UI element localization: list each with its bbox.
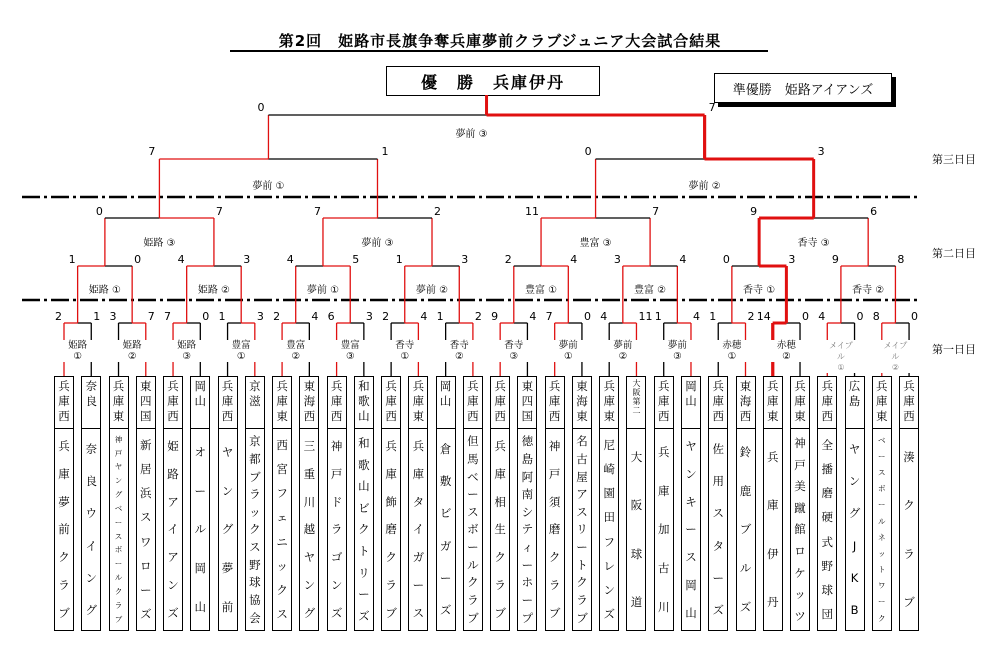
team-name: 鈴 鹿 ブ ル ズ — [739, 444, 752, 615]
round1-match-number: ② — [782, 351, 791, 362]
round1-match-number: ③ — [345, 351, 355, 362]
team-prefecture: 京 滋 — [246, 377, 264, 429]
team-name: 神 戸 須 磨 ク ラ ブ — [548, 439, 561, 620]
quarter-right-score: 7 — [215, 205, 223, 218]
round1-left-score: 1 — [436, 310, 444, 323]
round2-right-score: 3 — [461, 253, 469, 266]
team-name: 倉 敷 ビ ガ ー ズ — [439, 441, 452, 618]
team-name: オ ー ル 岡 山 — [194, 444, 207, 615]
round1-venue: 夢前 — [558, 340, 578, 351]
round1-match-number: ② — [455, 351, 464, 362]
semi-match-label: 夢前 ① — [252, 181, 285, 192]
team-name: 兵 庫 飾 磨 ク ラ ブ — [385, 439, 397, 620]
team-column — [81, 376, 101, 631]
round1-venue: 香寺 — [449, 340, 469, 351]
round1-right-score: 4 — [692, 310, 700, 323]
round1-right-score: 4 — [420, 310, 428, 323]
team-prefecture: 兵 庫 西 — [900, 377, 918, 429]
quarter-match-label: 夢前 ③ — [361, 238, 394, 249]
team-column — [736, 376, 756, 631]
final-right-score: 7 — [708, 101, 716, 114]
round1-match-label — [717, 340, 747, 362]
round1-venue: 夢前 — [613, 340, 633, 351]
round2-left-score: 2 — [504, 253, 512, 266]
team-column — [599, 376, 619, 631]
team-column — [572, 376, 592, 631]
team-name: 全 播 磨 硬 式 野 球 団 — [821, 437, 834, 622]
team-prefecture: 東 海 東 — [573, 377, 591, 429]
round1-match-label — [117, 340, 147, 362]
round1-venue: 姫路 — [122, 340, 142, 351]
team-column — [517, 376, 537, 631]
round1-right-score: 1 — [93, 310, 101, 323]
semi-right-score: 3 — [817, 145, 825, 158]
team-column — [845, 376, 865, 631]
team-prefecture: 岡 山 — [682, 377, 700, 429]
quarter-right-score: 2 — [434, 205, 442, 218]
team-prefecture: 和 歌 山 — [355, 377, 373, 429]
round1-venue: 香寺 — [504, 340, 524, 351]
round2-match-label: 夢前 ① — [306, 285, 340, 296]
quarter-left-score: 9 — [750, 205, 758, 218]
team-name: 名 古 屋 ア ス リ ー ト ク ラ ブ — [576, 434, 588, 625]
round2-right-score: 4 — [679, 253, 687, 266]
round1-match-label — [608, 340, 638, 362]
team-name: 湊 ク ラ ブ — [903, 449, 915, 610]
round2-left-score: 3 — [613, 253, 621, 266]
team-prefecture: 兵 庫 東 — [273, 377, 291, 429]
team-prefecture: 兵 庫 東 — [110, 377, 128, 429]
page-title: 第2回 姫路市長旗争奪兵庫夢前クラブジュニア大会試合結果 — [278, 32, 722, 50]
team-name: 但 馬 ベ ー ス ボ ー ル ク ラ ブ — [467, 434, 479, 625]
round1-venue: 豊富 — [231, 340, 251, 351]
round1-match-label — [63, 340, 93, 362]
team-column — [708, 376, 728, 631]
round1-left-score: 2 — [55, 310, 62, 323]
round1-venue: 姫路 — [177, 340, 197, 351]
team-column — [381, 376, 401, 631]
round1-venue: 香寺 — [395, 340, 415, 351]
round2-right-score: 4 — [570, 253, 578, 266]
round1-right-score: 2 — [747, 310, 755, 323]
round1-left-score: 4 — [600, 310, 608, 323]
round1-match-label — [390, 340, 420, 362]
round1-right-score: 0 — [202, 310, 210, 323]
round1-right-score: 4 — [529, 310, 537, 323]
round1-left-score: 1 — [654, 310, 662, 323]
round1-right-score: 0 — [802, 310, 810, 323]
team-name: 兵 庫 相 生 ク ラ ブ — [494, 439, 506, 620]
round2-match-label: 姫路 ① — [88, 285, 121, 296]
team-name: 兵 庫 加 古 川 — [657, 444, 670, 615]
team-prefecture: 兵 庫 東 — [791, 377, 809, 429]
round1-right-score: 0 — [856, 310, 864, 323]
quarter-right-score: 7 — [652, 205, 660, 218]
round1-right-score: 3 — [256, 310, 264, 323]
quarter-match-label: 姫路 ③ — [143, 238, 176, 249]
quarter-left-score: 11 — [525, 205, 540, 218]
round1-match-number: ① — [727, 351, 737, 362]
team-prefecture: 岡 山 — [191, 377, 209, 429]
day-label-3: 第三日目 — [932, 153, 976, 166]
round1-match-number: ③ — [182, 351, 191, 362]
round2-match-label: 姫路 ② — [197, 285, 231, 296]
round2-left-score: 1 — [68, 253, 76, 266]
semi-left-score: 7 — [148, 145, 156, 158]
round1-match-number: ③ — [509, 351, 519, 362]
team-name: 兵 庫 伊 丹 — [767, 449, 779, 610]
semi-right-score: 1 — [381, 145, 389, 158]
team-prefecture: 兵 庫 西 — [219, 377, 237, 429]
team-column — [54, 376, 74, 631]
team-column — [354, 376, 374, 631]
round2-left-score: 9 — [831, 253, 839, 266]
team-name: 奈 良 ウ イ ン グ — [85, 441, 97, 618]
round2-right-score: 0 — [134, 253, 142, 266]
round1-venue: メイプル — [829, 341, 853, 361]
round2-match-label: 香寺 ② — [852, 285, 885, 296]
round1-left-score: 4 — [818, 310, 826, 323]
round1-match-label — [226, 340, 256, 362]
round1-left-score: 1 — [709, 310, 717, 323]
team-name: 兵 庫 タ イ ガ ー ス — [412, 439, 425, 620]
round2-left-score: 4 — [286, 253, 294, 266]
round1-match-label — [880, 340, 910, 373]
round2-match-label: 夢前 ② — [415, 285, 449, 296]
team-column — [790, 376, 810, 631]
round1-match-number: ① — [236, 351, 246, 362]
round1-left-score: 3 — [109, 310, 117, 323]
quarter-left-score: 7 — [313, 205, 321, 218]
team-column — [163, 376, 183, 631]
round1-left-score: 2 — [382, 310, 390, 323]
team-name: 佐 用 ス タ ー ズ — [712, 441, 724, 618]
team-prefecture: 大 阪 第 二 — [627, 377, 645, 429]
round1-left-score: 6 — [327, 310, 335, 323]
round1-right-score: 4 — [311, 310, 319, 323]
semi-match-label: 夢前 ② — [688, 181, 721, 192]
team-prefecture: 東 海 西 — [737, 377, 755, 429]
round1-venue: メイプル — [883, 341, 908, 361]
team-column — [245, 376, 265, 631]
team-column — [545, 376, 565, 631]
team-name: 西 宮 フ ェ ニ ッ ク ス — [276, 437, 288, 622]
team-name: 徳 島 阿 南 シ テ ィ ー ホ ー プ — [521, 434, 534, 625]
team-prefecture: 兵 庫 西 — [655, 377, 673, 429]
final-match-label: 夢前 ③ — [455, 129, 488, 140]
team-column — [654, 376, 674, 631]
round1-match-label — [172, 340, 202, 362]
team-prefecture: 兵 庫 西 — [382, 377, 400, 429]
round1-venue: 夢前 — [667, 340, 687, 351]
team-name: 姫 路 ア イ ア ン ズ — [167, 439, 179, 620]
team-prefecture: 兵 庫 西 — [818, 377, 836, 429]
semi-left-score: 0 — [584, 145, 592, 158]
round1-match-label — [499, 340, 529, 362]
round1-left-score: 8 — [872, 310, 880, 323]
quarter-right-score: 6 — [870, 205, 878, 218]
day-label-2: 第二日目 — [932, 247, 976, 260]
round1-right-score: 0 — [583, 310, 591, 323]
round2-match-label: 豊富 ② — [634, 285, 667, 296]
team-name: ヤ ン グ 夢 前 — [221, 444, 234, 615]
round1-venue: 豊富 — [340, 340, 360, 351]
team-prefecture: 東 海 西 — [300, 377, 318, 429]
round1-venue: 赤穂 — [722, 340, 742, 351]
team-column — [899, 376, 919, 631]
round1-match-number: ② — [127, 351, 137, 362]
team-column — [136, 376, 156, 631]
round1-right-score: 0 — [911, 310, 919, 323]
round2-left-score: 0 — [722, 253, 730, 266]
team-prefecture: 兵 庫 西 — [164, 377, 182, 429]
round1-match-number: ② — [891, 363, 899, 372]
team-column — [408, 376, 428, 631]
round1-left-score: 1 — [218, 310, 226, 323]
team-prefecture: 兵 庫 東 — [600, 377, 618, 429]
round2-match-label: 香寺 ① — [743, 285, 776, 296]
round1-match-number: ① — [564, 351, 573, 362]
round2-right-score: 5 — [352, 253, 360, 266]
round1-match-label — [444, 340, 474, 362]
team-column — [218, 376, 238, 631]
round1-left-score: 14 — [756, 310, 771, 323]
round1-left-score: 7 — [545, 310, 553, 323]
team-column — [490, 376, 510, 631]
team-name: 三 重 川 越 ヤ ン グ — [303, 439, 316, 620]
round1-match-label — [281, 340, 311, 362]
team-prefecture: 東 四 国 — [137, 377, 155, 429]
round1-right-score: 11 — [638, 310, 653, 323]
team-name: ヤ ン グ J K B — [848, 441, 861, 618]
team-prefecture: 兵 庫 西 — [546, 377, 564, 429]
team-name: 新 居 浜 ス ワ ロ ー ズ — [140, 437, 152, 622]
round1-right-score: 2 — [474, 310, 482, 323]
round1-match-number: ① — [73, 351, 82, 362]
team-prefecture: 兵 庫 西 — [491, 377, 509, 429]
team-name: 尼 崎 園 田 フ レ ン ズ — [603, 437, 615, 622]
round1-match-number: ② — [291, 351, 300, 362]
round2-right-score: 8 — [897, 253, 905, 266]
final-left-score: 0 — [257, 101, 265, 114]
round2-right-score: 3 — [243, 253, 251, 266]
quarter-left-score: 0 — [95, 205, 103, 218]
team-prefecture: 兵 庫 東 — [764, 377, 782, 429]
round1-match-label — [335, 340, 365, 362]
team-prefecture: 兵 庫 西 — [55, 377, 73, 429]
team-name: 大 阪 球 道 — [630, 449, 643, 610]
round2-match-label: 豊富 ① — [524, 285, 558, 296]
team-name: 神 戸 ド ラ ゴ ン ズ — [330, 439, 343, 620]
round1-match-label — [553, 340, 583, 362]
round1-match-number: ② — [618, 351, 628, 362]
runner-up-team: 姫路アイアンズ — [784, 82, 874, 98]
team-column — [872, 376, 892, 631]
team-prefecture: 岡 山 — [437, 377, 455, 429]
team-name: ベ ー ス ボ ー ル ネ ッ ト ワ ー ク — [878, 435, 886, 623]
round1-venue: 赤穂 — [776, 340, 796, 351]
team-prefecture: 兵 庫 西 — [464, 377, 482, 429]
quarter-match-label: 豊富 ③ — [579, 238, 612, 249]
champion-label: 優 勝 — [420, 72, 475, 92]
round1-match-number: ① — [837, 363, 845, 372]
round1-venue: 豊富 — [286, 340, 306, 351]
team-name: ヤ ン キ ー ス 岡 山 — [685, 439, 697, 620]
team-column — [681, 376, 701, 631]
team-column — [763, 376, 783, 631]
team-name: 京 都 ブ ラ ッ ク ス 野 球 協 会 — [249, 434, 261, 625]
team-name: 神 戸 美 蹴 館 ロ ケ ッ ツ — [794, 436, 806, 623]
team-prefecture: 兵 庫 西 — [328, 377, 346, 429]
team-prefecture: 兵 庫 西 — [709, 377, 727, 429]
champion-team: 兵庫伊丹 — [493, 72, 566, 92]
team-prefecture: 奈 良 — [82, 377, 100, 429]
team-prefecture: 東 四 国 — [518, 377, 536, 429]
round1-left-score: 2 — [273, 310, 281, 323]
day-label-1: 第一日目 — [932, 343, 976, 356]
round1-left-score: 7 — [164, 310, 172, 323]
round1-match-number: ③ — [673, 351, 682, 362]
runner-up-label: 準優勝 — [732, 82, 772, 98]
team-column — [272, 376, 292, 631]
team-name: 兵 庫 夢 前 ク ラ ブ — [58, 439, 70, 620]
team-prefecture: 広 島 — [846, 377, 864, 429]
round1-match-label — [662, 340, 692, 362]
team-column — [463, 376, 483, 631]
round1-match-number: ① — [400, 351, 410, 362]
team-column — [436, 376, 456, 631]
round2-left-score: 4 — [177, 253, 185, 266]
team-prefecture: 兵 庫 東 — [873, 377, 891, 429]
round1-right-score: 7 — [147, 310, 155, 323]
round1-right-score: 3 — [365, 310, 373, 323]
round1-match-label — [826, 340, 856, 373]
team-name: 神 戸 ヤ ン グ ベ ー ス ボ ー ル ク ラ ブ — [114, 434, 123, 624]
round2-right-score: 3 — [788, 253, 796, 266]
round1-match-label — [771, 340, 801, 362]
team-name: 和 歌 山 ビ ク ト リ ー ズ — [358, 436, 370, 623]
team-column — [626, 376, 646, 631]
team-column — [109, 376, 129, 631]
quarter-match-label: 香寺 ③ — [797, 238, 830, 249]
team-prefecture: 兵 庫 東 — [409, 377, 427, 429]
team-column — [299, 376, 319, 631]
round1-venue: 姫路 — [68, 340, 88, 351]
team-column — [190, 376, 210, 631]
team-column — [817, 376, 837, 631]
round2-left-score: 1 — [395, 253, 403, 266]
team-column — [327, 376, 347, 631]
round1-left-score: 9 — [491, 310, 499, 323]
